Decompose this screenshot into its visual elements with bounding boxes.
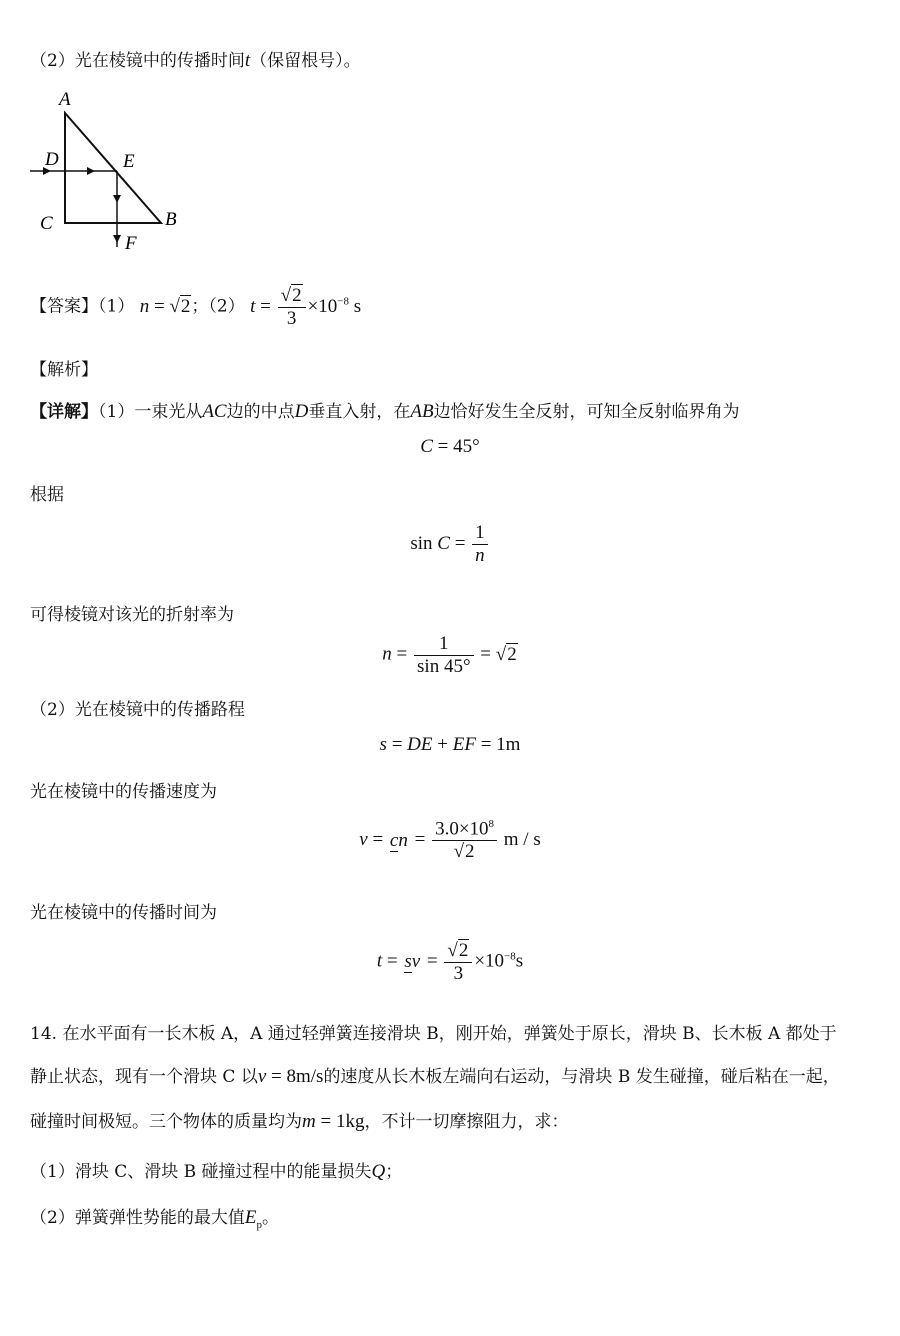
detail-line bbox=[30, 397, 740, 423]
detail-text: （1）一束光从 bbox=[98, 402, 203, 422]
var-s: s bbox=[379, 734, 387, 755]
fraction bbox=[404, 951, 420, 973]
sqrt-2: √2 bbox=[169, 295, 191, 317]
part2-path-text: （2）光在棱镜中的传播路程 bbox=[30, 700, 245, 720]
exponent: −8 bbox=[504, 950, 516, 963]
label-B: B bbox=[165, 209, 177, 230]
fraction: $\frac{√2}{3}$ bbox=[444, 940, 472, 985]
q14-text: 静止状态，现有一个滑块 C 以 bbox=[30, 1067, 258, 1087]
var-EF: EF bbox=[452, 734, 476, 755]
fraction: $\frac{√2}{3}$ bbox=[278, 285, 306, 330]
numerator: c bbox=[389, 829, 399, 851]
sin: sin bbox=[410, 532, 433, 554]
q14-text: 碰撞时间极短。三个物体的质量均为 bbox=[30, 1112, 302, 1132]
var-t: t bbox=[250, 295, 256, 317]
eq-rest: = 1m bbox=[475, 734, 521, 755]
analysis-tag: 【解析】 bbox=[30, 360, 98, 380]
eq-v bbox=[0, 818, 900, 863]
denominator: n bbox=[398, 829, 408, 851]
sqrt-radicand: 2 bbox=[465, 841, 475, 863]
answer-tag: 【答案】 bbox=[30, 296, 98, 317]
label-C: C bbox=[40, 213, 53, 234]
eq-sign: = bbox=[449, 532, 471, 554]
answer-sep: ；（2） bbox=[191, 296, 245, 317]
times-ten: ×10 bbox=[474, 950, 505, 972]
q14-line2 bbox=[30, 1062, 840, 1088]
sqrt-radicand: 2 bbox=[292, 285, 302, 306]
denominator: 3 bbox=[453, 962, 464, 984]
var-v: v bbox=[257, 1066, 267, 1087]
var-Q: Q bbox=[371, 1161, 386, 1182]
numerator: s bbox=[404, 951, 412, 973]
part2-text-after: （保留根号）。 bbox=[250, 51, 361, 71]
var-E: E bbox=[244, 1207, 257, 1228]
denominator: v bbox=[411, 951, 421, 973]
sqrt-radicand: 2 bbox=[507, 643, 517, 665]
label-E: E bbox=[123, 151, 135, 172]
fraction bbox=[414, 633, 474, 678]
eq-rest: = 45° bbox=[432, 436, 480, 457]
q14-text: ； bbox=[385, 1162, 403, 1182]
var-t: t bbox=[244, 50, 251, 71]
q14-text: （2）弹簧弹性势能的最大值 bbox=[30, 1208, 245, 1228]
var-t: t bbox=[376, 950, 383, 972]
var-D: D bbox=[294, 401, 309, 422]
detail-text: 垂直入射，在 bbox=[308, 402, 411, 422]
arrow-icon bbox=[113, 195, 121, 203]
fraction bbox=[390, 830, 408, 852]
q14-text: ，不计一切摩擦阻力，求： bbox=[364, 1112, 569, 1132]
q14-text: （1）滑块 C、滑块 B 碰撞过程中的能量损失 bbox=[30, 1162, 372, 1182]
arrow-icon bbox=[113, 235, 121, 243]
speed-label: 光在棱镜中的传播速度为 bbox=[30, 782, 217, 802]
genju-text: 根据 bbox=[30, 485, 64, 505]
q14-line4 bbox=[30, 1157, 402, 1183]
denominator: 3 bbox=[286, 307, 297, 329]
answer-line bbox=[30, 285, 361, 330]
eq-sign: = bbox=[409, 828, 431, 850]
unit: s bbox=[349, 295, 362, 317]
eq-t bbox=[0, 940, 900, 985]
numerator: 1 bbox=[414, 633, 474, 656]
var-v: v bbox=[359, 828, 368, 850]
denominator: n bbox=[475, 544, 485, 566]
fraction bbox=[472, 522, 488, 567]
eq-s bbox=[0, 734, 900, 756]
eq-n bbox=[0, 633, 900, 678]
eq-sign: = bbox=[475, 643, 496, 665]
detail-text: 边的中点 bbox=[226, 402, 295, 422]
var-m: m bbox=[302, 1111, 316, 1132]
prism-triangle bbox=[65, 113, 161, 223]
eq-C bbox=[0, 436, 900, 458]
q14-text: 。 bbox=[261, 1208, 279, 1228]
eq-sign: = bbox=[149, 295, 170, 317]
exponent: −8 bbox=[337, 295, 349, 308]
detail-text: 边恰好发生全反射，可知全反射临界角为 bbox=[433, 402, 740, 422]
value: = 8m/s bbox=[266, 1066, 324, 1087]
sqrt-radicand: 2 bbox=[180, 295, 191, 317]
eq-sign: = bbox=[391, 643, 413, 665]
part2-question bbox=[30, 46, 361, 72]
var-C: C bbox=[437, 532, 450, 554]
eq-sinC bbox=[0, 522, 900, 567]
fraction: $\frac{3.0\times 10^8}{√2}$ bbox=[432, 818, 497, 863]
q14-text: 的速度从长木板左端向右运动，与滑块 B 发生碰撞，碰后粘在一起， bbox=[323, 1067, 840, 1087]
part2-text: （2）光在棱镜中的传播时间 bbox=[30, 51, 245, 71]
q14-line5 bbox=[30, 1203, 279, 1231]
sqrt-2: √2 bbox=[495, 643, 517, 665]
label-A: A bbox=[59, 89, 71, 110]
eq-sign: = bbox=[386, 734, 408, 755]
var-AB: AB bbox=[410, 401, 434, 422]
time-label: 光在棱镜中的传播时间为 bbox=[30, 903, 217, 923]
var-AC: AC bbox=[202, 401, 227, 422]
sqrt-radicand: 2 bbox=[458, 940, 469, 961]
kede-text: 可得棱镜对该光的折射率为 bbox=[30, 605, 234, 625]
q14-line3 bbox=[30, 1107, 568, 1133]
prism-diagram bbox=[25, 85, 195, 255]
arrow-icon bbox=[87, 167, 95, 175]
q14-line1: 14. 在水平面有一长木板 A，A 通过轻弹簧连接滑块 B，刚开始，弹簧处于原长，滑块 B、长木板 A 都处于 bbox=[30, 1024, 837, 1044]
var-C: C bbox=[420, 436, 433, 457]
subscript: p bbox=[256, 1218, 262, 1231]
label-D: D bbox=[45, 149, 59, 170]
exponent: 8 bbox=[488, 818, 495, 830]
eq-sign: = bbox=[382, 950, 403, 972]
numerator: 3.0×10 bbox=[435, 818, 489, 840]
denominator: sin 45° bbox=[417, 655, 471, 677]
var-DE: DE bbox=[407, 734, 433, 755]
times-ten: ×10 bbox=[307, 295, 338, 317]
value: = 1kg bbox=[315, 1111, 365, 1132]
eq-sign: = bbox=[255, 295, 276, 317]
eq-sign: = bbox=[367, 828, 388, 850]
unit: m / s bbox=[499, 828, 541, 850]
detail-tag: 【详解】 bbox=[30, 402, 98, 422]
label-F: F bbox=[125, 233, 137, 254]
var-n: n bbox=[139, 295, 150, 317]
eq-sign: = bbox=[422, 950, 443, 972]
numerator: 1 bbox=[472, 522, 488, 545]
answer-part1: （1） bbox=[98, 296, 135, 317]
unit: s bbox=[515, 950, 524, 972]
plus-sign: + bbox=[432, 734, 453, 755]
var-n: n bbox=[382, 643, 392, 665]
